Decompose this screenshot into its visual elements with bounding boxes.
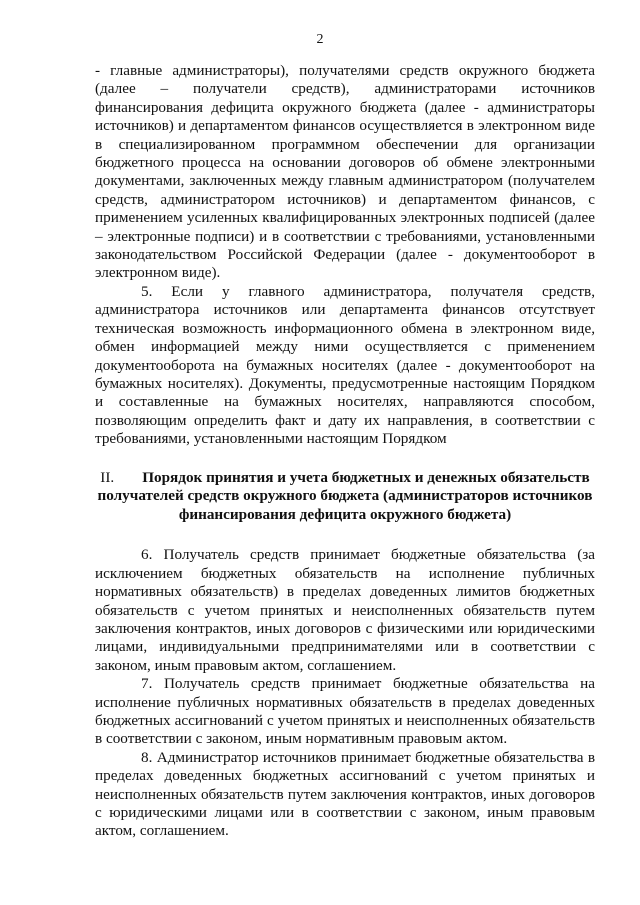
section-number: II. bbox=[100, 468, 115, 486]
paragraph-continuation: - главные администраторы), получателями средств окружного бюджета (далее – получатели средств), администраторами источников финансирования дефицита окружного бюджета (далее - администраторы источников) и департаментом финансов осуществляется в электронном виде в специализированном программном обеспечении для организации бюджетного процесса на основании договоров об обмене электронными документами, заключенных между главным администратором (получателем средств, администратором источников) и департаментом финансов, с применением усиленных квалифицированных электронных подписей (далее – электронные подписи) и в соответствии с требованиями, установленными законодательством Российской Федерации (далее - документооборот в электронном виде). bbox=[95, 62, 595, 282]
document-body bbox=[95, 62, 595, 841]
paragraph-5: 5. Если у главного администратора, получателя средств, администратора источников или департамента финансов отсутствует техническая возможность информационного обмена в электронном виде, обмен информацией между ними осуществляется с применением документооборота на бумажных носителях (далее - документооборот на бумажных носителях). Документы, предусмотренные настоящим Порядком и составленные на бумажных носителях, направляются способом, позволяющим определить факт и дату их направления, в соответствии с требованиями, установленными настоящим Порядком bbox=[95, 282, 595, 448]
paragraph-6: 6. Получатель средств принимает бюджетные обязательства (за исключением бюджетных обязательств на исполнение публичных нормативных обязательств) в пределах доведенных лимитов бюджетных обязательств с учетом принятых и неисполненных обязательств путем заключения контрактов, иных договоров с физическими или юридическими лицами, индивидуальными предпринимателями или в соответствии с законом, иным правовым актом, соглашением. bbox=[95, 546, 595, 674]
paragraph-7: 7. Получатель средств принимает бюджетные обязательства на исполнение публичных нормативных обязательств в пределах доведенных бюджетных ассигнований с учетом принятых и неисполненных обязательств в соответствии с законом, иным нормативным правовым актом. bbox=[95, 675, 595, 748]
page-number: 2 bbox=[316, 32, 324, 47]
paragraph-8: 8. Администратор источников принимает бюджетные обязательства в пределах доведенных бюджетных ассигнований с учетом принятых и неисполненных обязательств путем заключения контрактов, иных договоров с юридическими лицами или в соответствии с законом, иным правовым актом, соглашением. bbox=[95, 748, 595, 840]
section-title: Порядок принятия и учета бюджетных и денежных обязательств получателей средств окружного бюджета (администраторов источников финансирования дефицита окружного бюджета) bbox=[97, 468, 593, 523]
section-heading bbox=[95, 469, 595, 525]
